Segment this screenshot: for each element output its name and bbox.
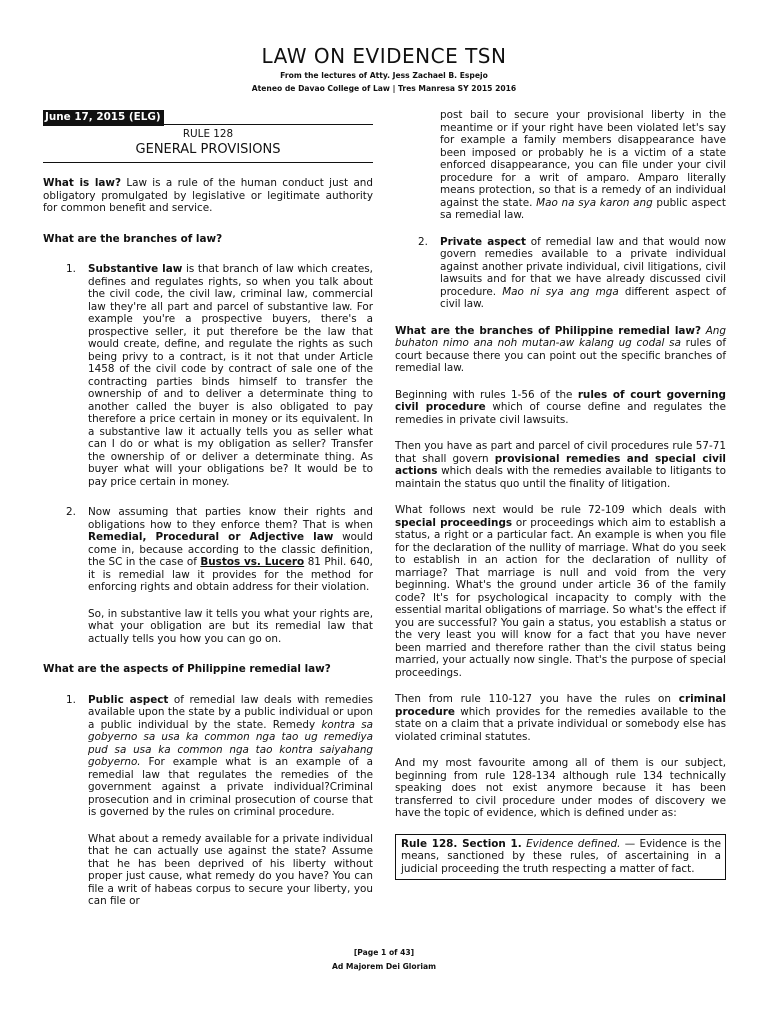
list-item-substantive-law [43,263,373,488]
answer-text: rules of court because there you can point out the specific branches of remedial law. [395,337,726,374]
right-column [395,109,726,880]
paragraph-text: which deals with the remedies available to litigants to maintain the status quo until the finality of litigation. [395,465,726,490]
rule-number: RULE 128 [182,128,234,140]
list-text: would come in, because according to the classic definition, the SC in the case of [88,531,373,568]
rule-divider [43,162,373,163]
paragraph-text: or proceedings which aim to establish a status, a right or a particular fact. An example is when you file for the declaration of the nullity of marriage. What do you seek to establish in an action for the declaration of nullity of marriage? That marriage is null and void from the very beginning. What's the ground under article 36 of the family code? It's for psychological incapacity to comply with the essential marital obligations of marriage. So what's the effect if you are successful? You gain a status, you establish a status or the very least you will know for a fact that you have never been married and therefore rather than the civil status being married, your actually now single. That's the purpose of special proceedings. [395,516,726,679]
section-caption: Evidence defined. [521,837,621,850]
list-body [88,694,373,908]
list-number: 2. [66,506,76,518]
paragraph-what-is-law [43,177,373,215]
question-label: What are the branches of Philippine remedial law? [395,324,702,337]
paragraph-civil-procedure [395,389,726,427]
list-text: of remedial law deals with remedies available upon the state by a public individual or upon a public individual by the state. Remedy [88,693,373,731]
list-text: public aspect sa remedial law. [440,196,726,221]
paragraph-provisional-remedies [395,440,726,490]
list-text: different aspect of civil law. [440,285,726,310]
term-label: rules of court governing civil procedure [395,388,726,413]
list-body [440,236,726,311]
paragraph-text: Then from rule 110-127 you have the rules on [395,693,679,705]
list-text: of remedial law and that would now govern remedies available to a private individual against another private individual, civil litigations, civil lawsuits and for that we have already discussed civil procedure. [440,235,726,298]
list-paragraph: What about a remedy available for a private individual that he can actually use against the state? Assume that he has been deprived of his liberty without proper just cause, what remedy do you have? You can file a writ of habeas corpus to secure your liberty, you can file or [88,832,373,907]
list-text: Now assuming that parties know their rights and obligations how to they enforce them? That is when [88,506,373,531]
list-text: 81 Phil. 640, it is remedial law it provides for the method for enforcing rights and obtain address for their violation. [88,556,373,593]
rule-title: GENERAL PROVISIONS [135,141,281,157]
term-label: Substantive law [88,263,183,275]
list-text: post bail to secure your provisional liberty in the meantime or if your right have been violated let's say for example a family members disappearance have been imposed or probably he is a victim of a state enforced disappearance, you can file under your civil procedure for a writ of amparo. Amparo literally means protection, so that is a remedy of an individual against the state. [440,109,726,209]
rule-definition-box [395,834,726,881]
term-label: special proceedings [395,516,513,529]
paragraph-evidence: And my most favourite among all of them is our subject, beginning from rule 128-134 although rule 134 technically speaking does not exist anymore because it has been transferred to civil procedure under modes of discovery we have the topic of evidence, which is defined under as: [395,757,726,819]
list-item-continued [395,109,726,222]
term-label: provisional remedies and special civil actions [395,452,726,477]
list-indent [395,109,440,222]
question-aspects: What are the aspects of Philippine remedial law? [43,663,331,675]
list-body [88,506,373,645]
page-number: [Page 1 of 43] [353,948,415,957]
list-text: For example what is an example of a remedial law that regulates the remedies of the government against a private individual?Criminal prosecution and in criminal prosecution of course that is governed by the rules on criminal procedure. [88,756,373,818]
paragraph-text: Then you have as part and parcel of civil procedures rule 57-71 that shall govern [395,440,726,465]
question-branches-of-law: What are the branches of law? [43,232,223,245]
list-number: 1. [66,263,76,275]
date-divider [43,124,373,125]
list-number: 1. [66,693,76,706]
term-label: criminal procedure [395,693,726,718]
paragraph-text: which of course define and regulates the remedies in private civil lawsuits. [395,401,726,426]
paragraph-special-proceedings [395,504,726,679]
question-label: What is law? [43,177,122,189]
vernacular-text: Ang buhaton nimo ana noh mutan-aw kalang ug codal sa [395,324,726,349]
document-title: LAW ON EVIDENCE TSN [261,44,507,68]
term-label: Private aspect [440,235,527,248]
list-item-public-aspect [43,694,373,908]
lecturer-line: From the lectures of Atty. Jess Zachael B. Espejo [280,71,488,80]
left-column [43,110,373,908]
case-name: Bustos vs. Lucero [200,556,305,568]
list-body [440,109,726,222]
section-label: Rule 128. Section 1. [401,837,522,850]
vernacular-text: kontra sa gobyerno sa usa ka common nga tao ug remediya pud sa usa ka common nga tao kontra saiyahang gobyerno. [88,718,373,768]
definition-text: — Evidence is the means, sanctioned by these rules, of ascertaining in a judicial proceeding the truth respecting a matter of fact. [401,837,721,875]
date-badge: June 17, 2015 (ELG) [43,110,164,126]
list-item-private-aspect [395,236,726,311]
paragraph-criminal-procedure [395,693,726,743]
term-label: Public aspect [88,693,169,706]
paragraph-remedial-branches [395,325,726,375]
list-body [88,263,373,488]
list-paragraph: So, in substantive law it tells you what your rights are, what your obligation are but its remedial law that actually tells you how you can go on. [88,607,373,645]
paragraph-text: Beginning with rules 1-56 of the [395,388,578,401]
term-label: Remedial, Procedural or Adjective law [88,531,334,543]
list-item-remedial-law [43,506,373,645]
date-row [43,110,373,127]
footer-motto: Ad Majorem Dei Gloriam [331,962,437,971]
school-line: Ateneo de Davao College of Law | Tres Manresa SY 2015 2016 [251,84,517,93]
list-number: 2. [418,235,428,248]
paragraph-text: What follows next would be rule 72-109 which deals with [395,504,726,516]
list-text: is that branch of law which creates, defines and regulates rights, so when you talk about the civil code, the civil law, criminal law, commercial law they're all part and parcel of substantive law. For example you're a prospective buyers, there's a prospective seller, it put therefore be the law that would create, define, and regulate the rights as such being privy to a contract, is it not that under Article 1458 of the civil code by contract of sale one of the contracting parties binds himself to transfer the ownership of and to deliver a determinate thing to another called the buyer is also obligated to pay therefore a price certain in money or its equivalent. In a substantive law it actually tells you as seller what can I do or what is my obligation as seller? Transfer the ownership of or deliver a determinate thing. As buyer what will your obligations be? It would be to pay price certain in money. [88,263,373,488]
vernacular-text: Mao na sya karon ang [536,196,653,209]
paragraph-text: which provides for the remedies available to the state on a claim that a private individual or somebody else has violated criminal statutes. [395,705,726,743]
vernacular-text: Mao ni sya ang mga [502,285,619,298]
answer-text: Law is a rule of the human conduct just and obligatory promulgated by legislative or legitimate authority for common benefit and service. [43,177,373,214]
